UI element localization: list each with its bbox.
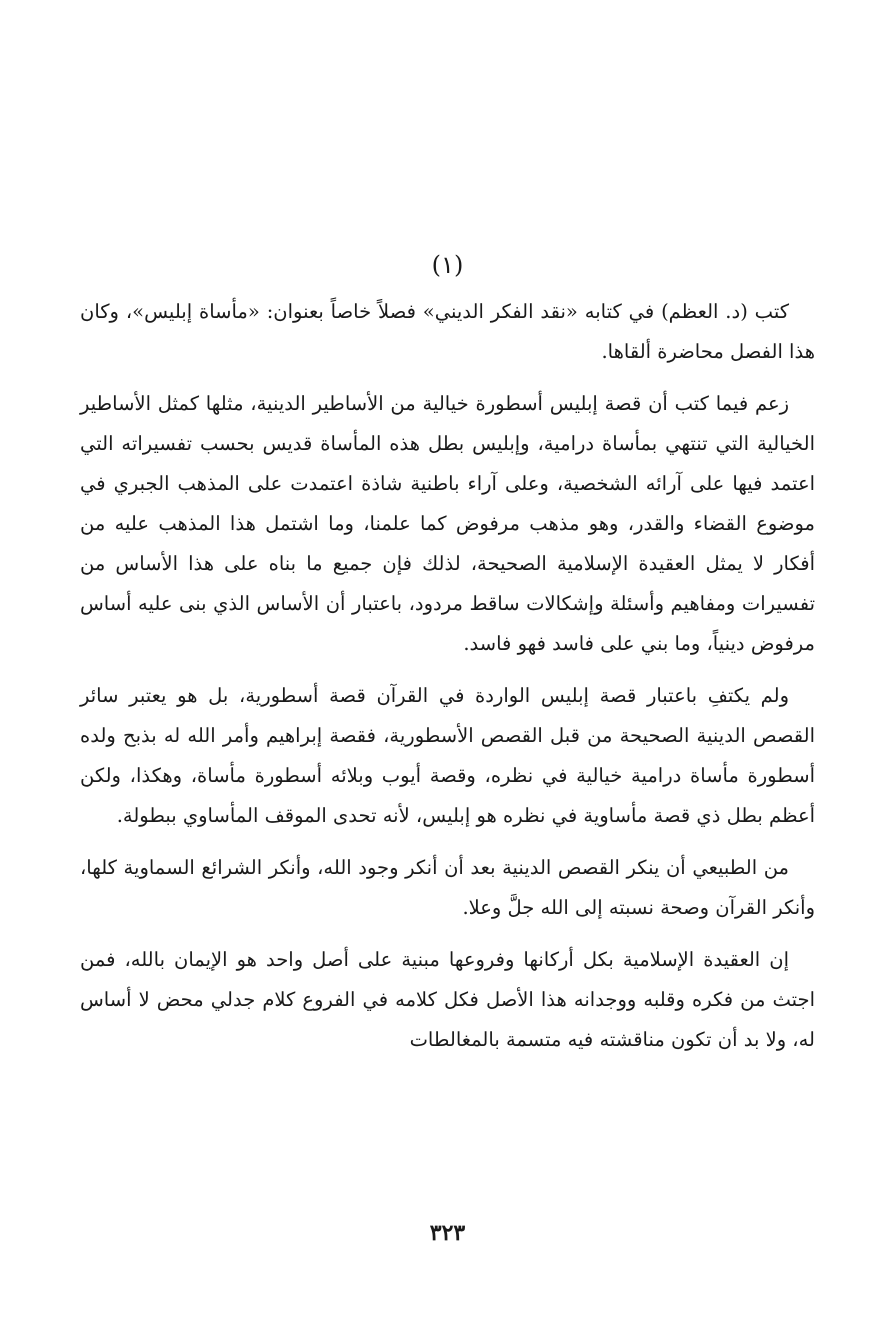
paragraph-3: ولم يكتفِ باعتبار قصة إبليس الواردة في القرآن قصة أسطورية، بل هو يعتبر سائر القصص الدينية الصحيحة من قبل القصص الأسطورية، فقصة إبراهيم وأمر الله له بذبح ولده أسطورة مأساة درامية خيالية في نظره، وقصة أيوب وبلائه أسطورة مأساة، وهكذا، ولكن أعظم بطل ذي قصة مأساوية في نظره هو إبليس، لأنه تحدى الموقف المأساوي ببطولة. [80,684,815,827]
paragraph-1: كتب (د. العظم) في كتابه «نقد الفكر الديني» فصلاً خاصاً بعنوان: «مأساة إبليس»، وكان هذا الفصل محاضرة ألقاها. [80,300,815,363]
body-text [80,292,815,1072]
page-number: ٣٢٣ [429,1220,466,1246]
paragraph-4: من الطبيعي أن ينكر القصص الدينية بعد أن أنكر وجود الله، وأنكر الشرائع السماوية كلها، وأنكر القرآن وصحة نسبته إلى الله جلَّ وعلا. [80,856,815,919]
section-number: (١) [431,251,464,279]
paragraph-5: إن العقيدة الإسلامية بكل أركانها وفروعها مبنية على أصل واحد هو الإيمان بالله، فمن اجتث من فكره وقلبه ووجدانه هذا الأصل فكل كلامه في الفروع كلام جدلي محض لا أساس له، ولا بد أن تكون مناقشته فيه متسمة بالمغالطات [80,948,815,1051]
paragraph-2: زعم فيما كتب أن قصة إبليس أسطورة خيالية من الأساطير الدينية، مثلها كمثل الأساطير الخيالية التي تنتهي بمأساة درامية، وإبليس بطل هذه المأساة قديس بحسب تفسيراته التي اعتمد فيها على آرائه الشخصية، وعلى آراء باطنية شاذة اعتمدت على المذهب الجبري في موضوع القضاء والقدر، وهو مذهب مرفوض كما علمنا، وما اشتمل هذا المذهب عليه من أفكار لا يمثل العقيدة الإسلامية الصحيحة، لذلك فإن جميع ما بناه على هذا الأساس من تفسيرات ومفاهيم وأسئلة وإشكالات ساقط مردود، باعتبار أن الأساس الذي بنى عليه أساس مرفوض دينياً، وما بني على فاسد فهو فاسد. [80,392,815,655]
